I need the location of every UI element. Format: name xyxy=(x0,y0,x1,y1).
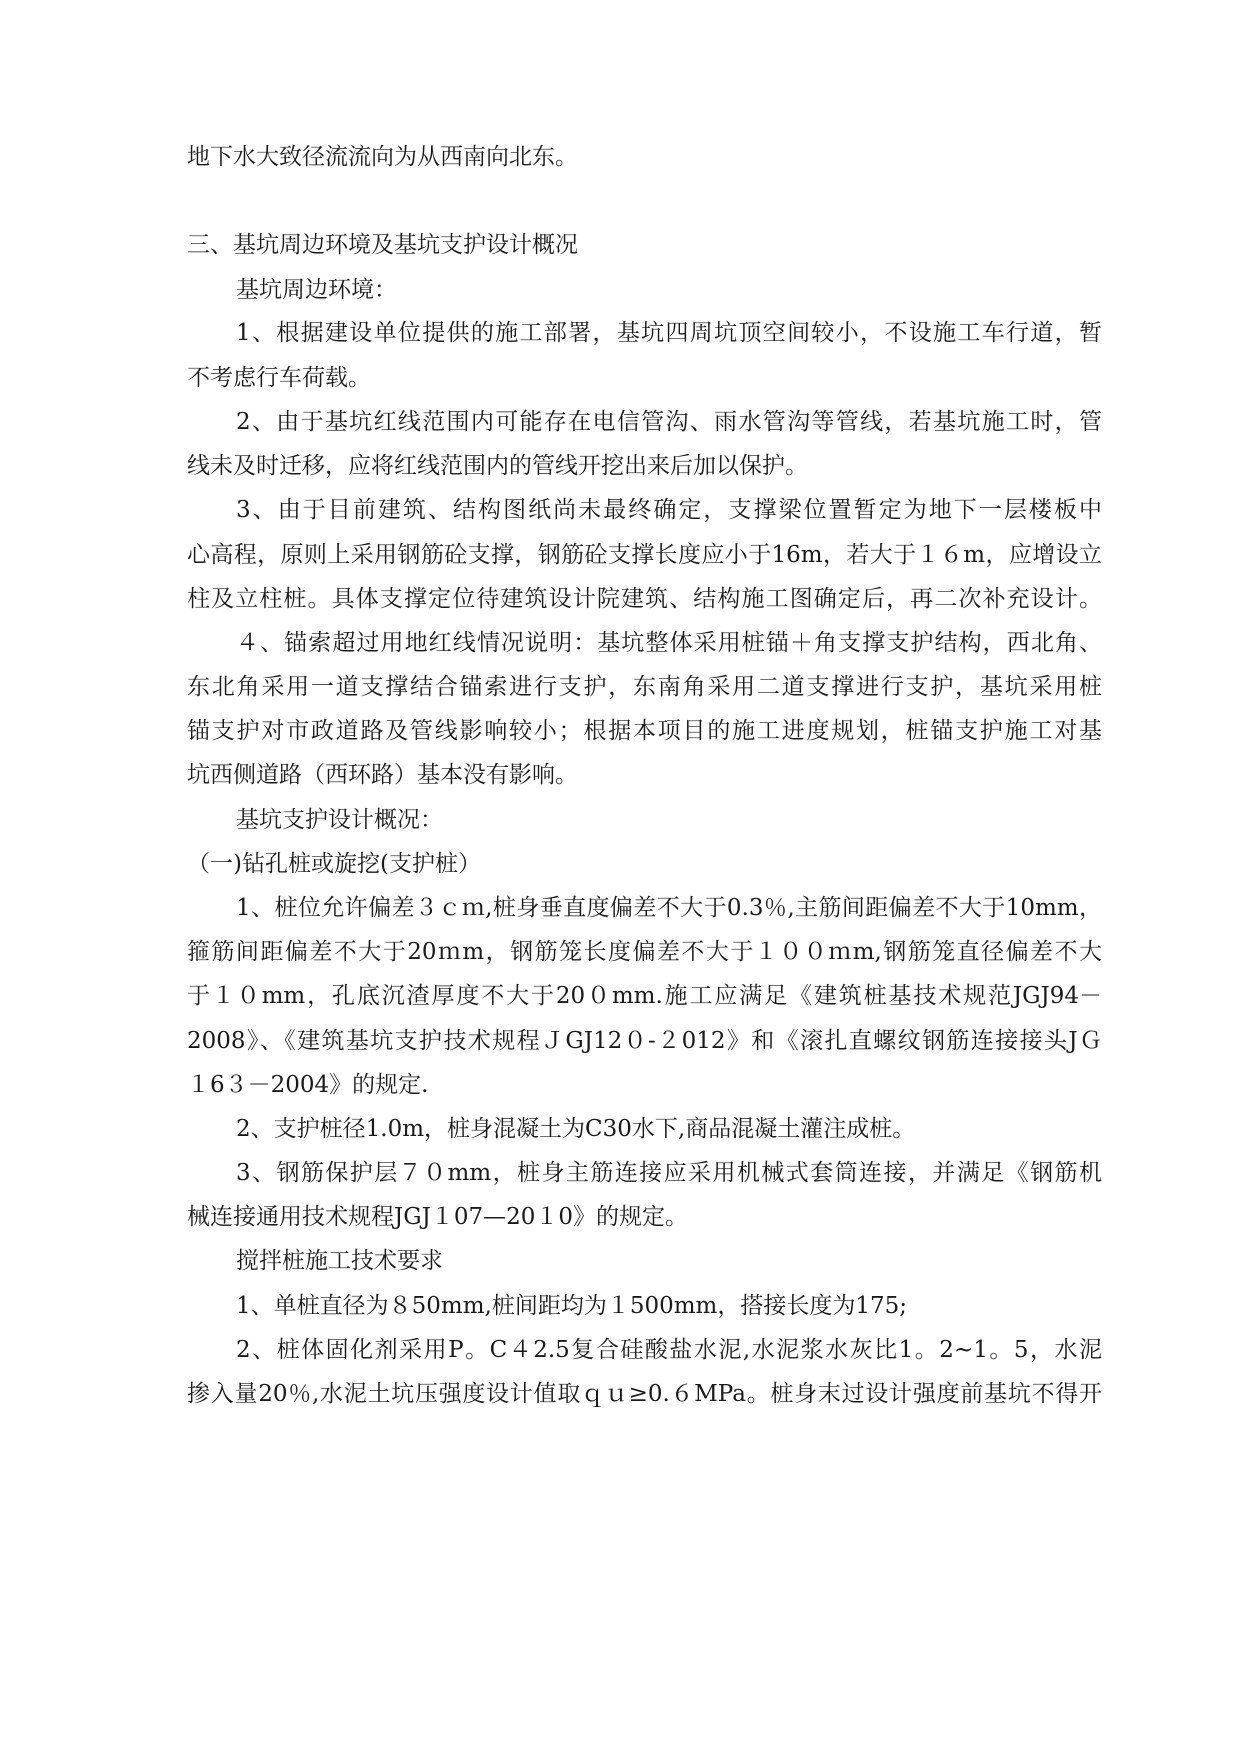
text-line: 柱及立柱桩。具体支撑定位待建筑设计院建筑、结构施工图确定后，再二次补充设计。 xyxy=(187,586,1102,612)
subheading: （一)钻孔桩或旋挖(支护桩） xyxy=(187,851,481,877)
text-line: 地下水大致径流流向为从西南向北东。 xyxy=(187,144,578,170)
section-heading: 三、基坑周边环境及基坑支护设计概况 xyxy=(187,232,578,258)
text-line: 2、桩体固化剂采用P。C４2.5复合硅酸盐水泥,水泥浆水灰比1。2~1。5，水泥 xyxy=(236,1337,1102,1363)
text-line: 1、单桩直径为８50mm,桩间距均为１500mm，搭接长度为175; xyxy=(236,1293,907,1319)
text-line: 2、支护桩径1.0m，桩身混凝土为C30水下,商品混凝土灌注成桩。 xyxy=(236,1116,916,1142)
subheading: 基坑周边环境： xyxy=(236,277,397,303)
subheading: 搅拌桩施工技术要求 xyxy=(236,1248,443,1274)
text-line: 不考虑行车荷载。 xyxy=(187,365,371,391)
text-line: 3、由于目前建筑、结构图纸尚未最终确定，支撑梁位置暂定为地下一层楼板中 xyxy=(236,497,1102,523)
text-line: 坑西侧道路（西环路）基本没有影响。 xyxy=(187,762,578,788)
text-line: 掺入量20％,水泥土坑压强度设计值取ｑｕ≥0.６MPa。桩身末过设计强度前基坑不得开 xyxy=(187,1381,1102,1407)
text-line: 心高程，原则上采用钢筋砼支撑，钢筋砼支撑长度应小于16m，若大于１６m，应增设立 xyxy=(187,542,1102,568)
text-line: 箍筋间距偏差不大于20ｍm，钢筋笼长度偏差不大于１００ｍm,钢筋笼直径偏差不大 xyxy=(187,939,1102,965)
text-line: 械连接通用技术规程JGJ１07—20１0》的规定。 xyxy=(187,1204,688,1230)
text-line: 东北角采用一道支撑结合锚索进行支护，东南角采用二道支撑进行支护，基坑采用桩 xyxy=(187,674,1102,700)
text-line: 于１０mm，孔底沉渣厚度不大于20０mm.施工应满足《建筑桩基技术规范JGJ94－ xyxy=(187,983,1102,1009)
text-line: 2、由于基坑红线范围内可能存在电信管沟、雨水管沟等管线，若基坑施工时，管 xyxy=(236,409,1102,435)
text-line: 1、桩位允许偏差３ｃｍ,桩身垂直度偏差不大于0.3％,主筋间距偏差不大于10mm， xyxy=(236,895,1102,921)
text-line: 3、钢筋保护层７０mm，桩身主筋连接应采用机械式套筒连接，并满足《钢筋机 xyxy=(236,1160,1102,1186)
text-line: 锚支护对市政道路及管线影响较小；根据本项目的施工进度规划，桩锚支护施工对基 xyxy=(187,718,1102,744)
subheading: 基坑支护设计概况： xyxy=(236,807,443,833)
text-line: 1、根据建设单位提供的施工部署，基坑四周坑顶空间较小，不设施工车行道，暂 xyxy=(236,320,1102,346)
text-line: 2008》、《建筑基坑支护技术规程ＪGJ12０-２012》和《滚扎直螺纹钢筋连接接头JＧ xyxy=(187,1028,1102,1054)
text-line: ４、锚索超过用地红线情况说明：基坑整体采用桩锚＋角支撑支护结构，西北角、 xyxy=(236,630,1102,656)
text-line: １6３－2004》的规定. xyxy=(187,1072,429,1098)
text-line: 线未及时迁移，应将红线范围内的管线开挖出来后加以保护。 xyxy=(187,453,808,479)
